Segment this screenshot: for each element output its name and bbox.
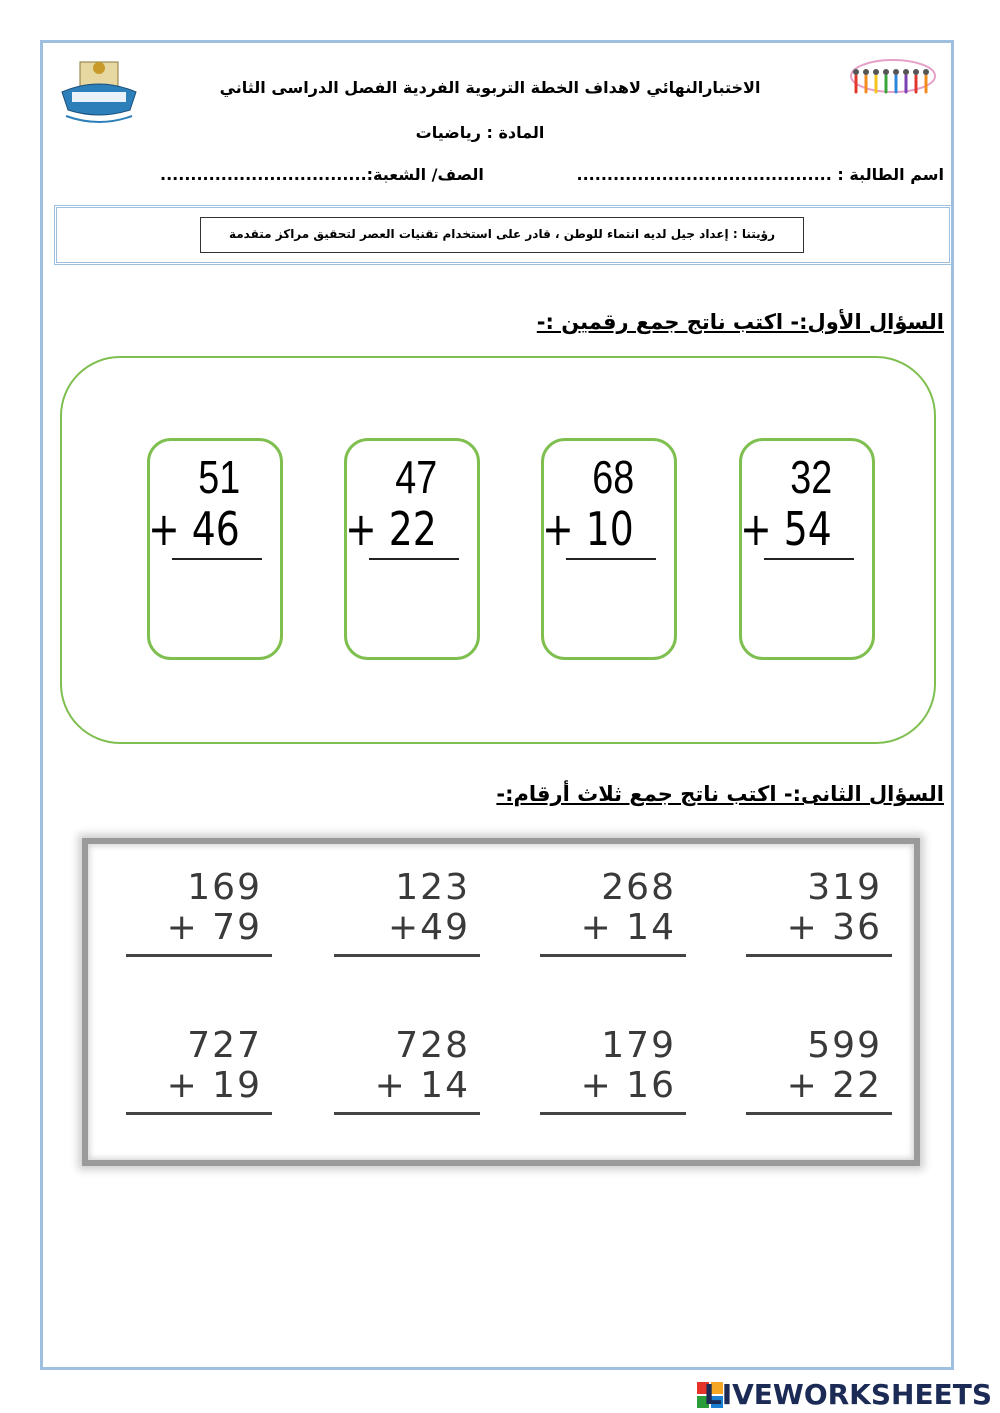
problem-top-number: 268: [601, 867, 676, 908]
vision-statement: رؤيتنا : إعداد جيل لديه انتماء للوطن ، قادر على استخدام تقنيات العصر لتحقيق مراكز متقدمة: [200, 217, 804, 253]
problem-bottom-number: + 36: [786, 907, 882, 948]
student-name-field[interactable]: اسم الطالبة : ..........................................: [576, 165, 944, 184]
problem-card[interactable]: [344, 438, 480, 660]
exam-title: الاختبارالنهائي لاهداف الخطة التربوية الفردية الفصل الدراسى الثاني: [219, 78, 761, 97]
answer-line: [126, 1112, 272, 1115]
problem-bottom-number: + 46: [148, 502, 240, 556]
answer-line: [540, 1112, 686, 1115]
answer-line: [369, 558, 459, 560]
problem-top-number: 319: [807, 867, 882, 908]
problem-bottom-number: + 19: [166, 1065, 262, 1106]
answer-line: [566, 558, 656, 560]
problem-bottom-number: + 54: [740, 502, 832, 556]
problem-card[interactable]: [541, 438, 677, 660]
answer-line: [172, 558, 262, 560]
problem-bottom-number: + 79: [166, 907, 262, 948]
subject-label: المادة : رياضيات: [415, 123, 545, 142]
problem-top-number: 68: [592, 451, 634, 503]
answer-line: [746, 954, 892, 957]
answer-line: [334, 1112, 480, 1115]
problem-top-number: 51: [198, 451, 240, 503]
problem-bottom-number: + 14: [580, 907, 676, 948]
liveworksheets-brand[interactable]: LIVEWORKSHEETS: [703, 1378, 992, 1411]
class-section-field[interactable]: الصف/ الشعبة:..................................: [160, 165, 484, 184]
problem-top-number: 123: [395, 867, 470, 908]
problem-top-number: 47: [395, 451, 437, 503]
problem-item[interactable]: [746, 868, 892, 968]
problem-bottom-number: + 22: [345, 502, 437, 556]
problem-top-number: 727: [187, 1025, 262, 1066]
question1-title: السؤال الأول:- اكتب ناتج جمع رقمين :-: [536, 310, 944, 334]
answer-line: [746, 1112, 892, 1115]
problem-card[interactable]: [147, 438, 283, 660]
problem-item[interactable]: [334, 868, 480, 968]
answer-line: [334, 954, 480, 957]
ministry-logo: [58, 58, 140, 128]
problem-bottom-number: + 10: [542, 502, 634, 556]
problem-item[interactable]: [334, 1026, 480, 1126]
question2-title: السؤال الثانى:- اكتب ناتج جمع ثلاث أرقام:-: [496, 782, 944, 806]
problem-bottom-number: + 14: [374, 1065, 470, 1106]
problem-bottom-number: +49: [388, 907, 470, 948]
problem-item[interactable]: [540, 1026, 686, 1126]
problem-top-number: 32: [790, 451, 832, 503]
children-circle-logo: [846, 54, 940, 100]
answer-line: [540, 954, 686, 957]
problem-top-number: 169: [187, 867, 262, 908]
answer-line: [126, 954, 272, 957]
problem-item[interactable]: [746, 1026, 892, 1126]
problem-top-number: 179: [601, 1025, 676, 1066]
problem-item[interactable]: [126, 868, 272, 968]
problem-item[interactable]: [126, 1026, 272, 1126]
problem-item[interactable]: [540, 868, 686, 968]
problem-bottom-number: + 16: [580, 1065, 676, 1106]
problem-top-number: 599: [807, 1025, 882, 1066]
problem-top-number: 728: [395, 1025, 470, 1066]
problem-bottom-number: + 22: [786, 1065, 882, 1106]
answer-line: [764, 558, 854, 560]
problem-card[interactable]: [739, 438, 875, 660]
